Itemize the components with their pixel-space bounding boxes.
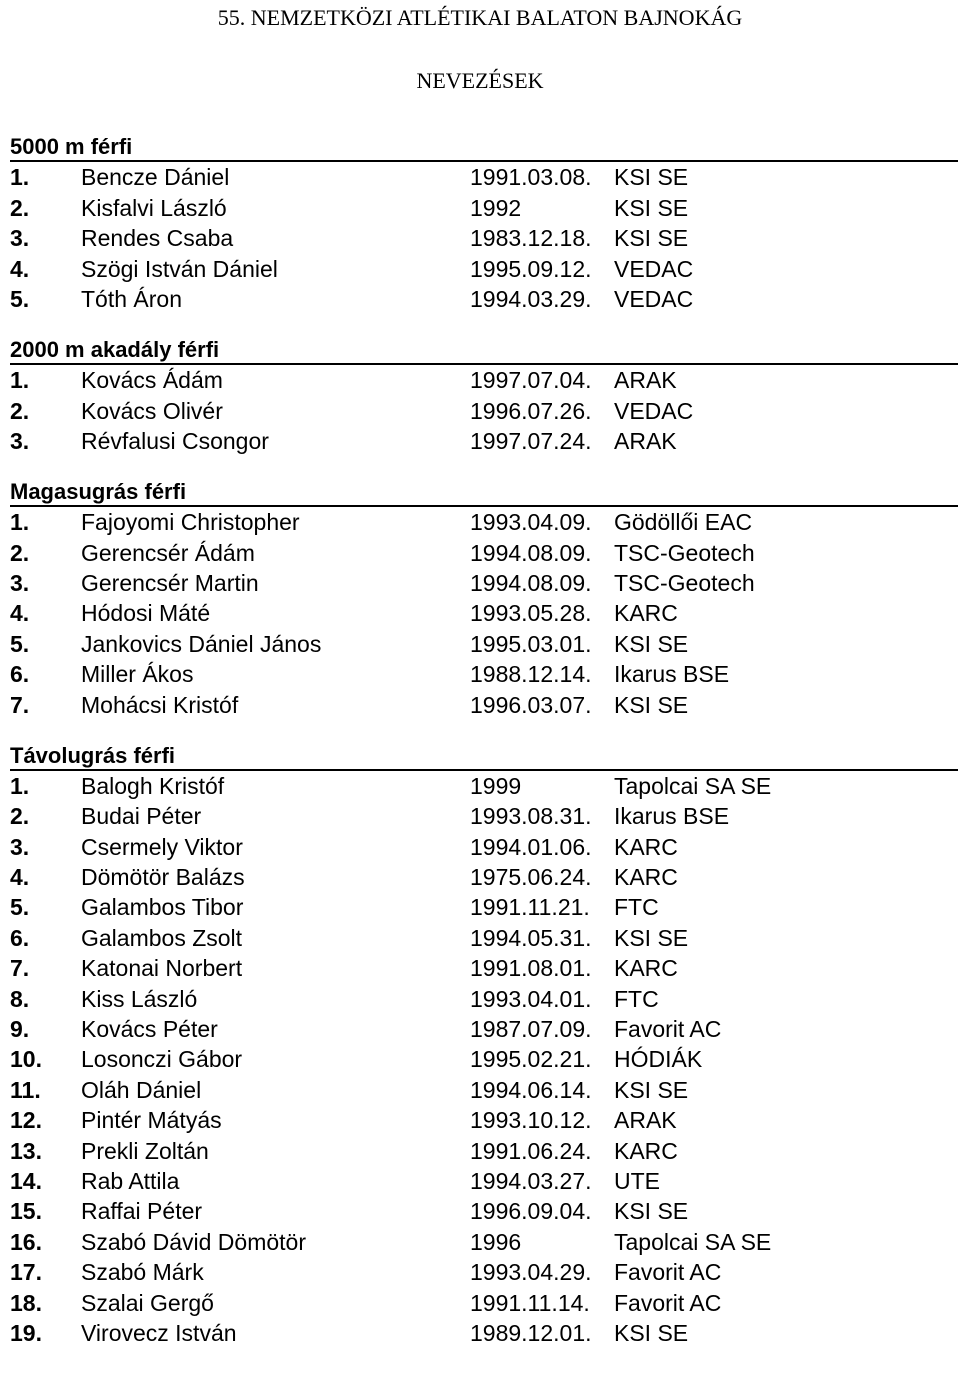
entry-number: 2. xyxy=(10,803,30,830)
athlete-name: Bencze Dániel xyxy=(81,164,230,191)
club-name: KARC xyxy=(614,600,678,627)
entry-number: 1. xyxy=(10,509,30,536)
entry-row xyxy=(10,1105,960,1135)
athlete-name: Prekli Zoltán xyxy=(81,1137,209,1164)
birth-date: 1993.04.09. xyxy=(470,509,592,536)
club-name: KSI SE xyxy=(614,164,689,191)
birth-date: 1975.06.24. xyxy=(470,864,592,891)
entries-list xyxy=(10,132,960,1369)
birth-date: 1993.05.28. xyxy=(470,600,592,627)
birth-date: 1997.07.24. xyxy=(470,428,592,455)
club-name: Favorit AC xyxy=(614,1289,722,1316)
athlete-name: Galambos Tibor xyxy=(81,894,244,921)
entry-number: 13. xyxy=(10,1137,42,1164)
birth-date: 1991.08.01. xyxy=(470,955,592,982)
athlete-name: Virovecz István xyxy=(81,1319,237,1346)
athlete-name: Pintér Mátyás xyxy=(81,1107,222,1134)
entry-row xyxy=(10,223,960,253)
entry-number: 8. xyxy=(10,985,30,1012)
entry-row xyxy=(10,892,960,922)
entry-number: 4. xyxy=(10,255,30,282)
club-name: KSI SE xyxy=(614,691,689,718)
club-name: KSI SE xyxy=(614,1076,689,1103)
entry-number: 18. xyxy=(10,1289,42,1316)
entry-number: 3. xyxy=(10,570,30,597)
club-name: KARC xyxy=(614,955,678,982)
birth-date: 1996.03.07. xyxy=(470,691,592,718)
event-section xyxy=(10,477,960,720)
entry-number: 1. xyxy=(10,164,30,191)
entry-row xyxy=(10,365,960,395)
athlete-name: Mohácsi Kristóf xyxy=(81,691,239,718)
athlete-name: Szabó Dávid Dömötör xyxy=(81,1228,306,1255)
athlete-name: Szabó Márk xyxy=(81,1259,204,1286)
club-name: TSC-Geotech xyxy=(614,539,755,566)
athlete-name: Rendes Csaba xyxy=(81,225,234,252)
entry-number: 3. xyxy=(10,428,30,455)
birth-date: 1994.06.14. xyxy=(470,1076,592,1103)
event-section xyxy=(10,741,960,1349)
athlete-name: Csermely Viktor xyxy=(81,833,243,860)
birth-date: 1995.03.01. xyxy=(470,630,592,657)
event-heading: 5000 m férfi xyxy=(10,132,958,162)
athlete-name: Miller Ákos xyxy=(81,661,194,688)
entry-row xyxy=(10,984,960,1014)
birth-date: 1996 xyxy=(470,1228,522,1255)
entry-number: 16. xyxy=(10,1228,42,1255)
athlete-name: Gerencsér Martin xyxy=(81,570,259,597)
athlete-name: Kiss László xyxy=(81,985,198,1012)
entry-row xyxy=(10,538,960,568)
entry-row xyxy=(10,832,960,862)
birth-date: 1995.09.12. xyxy=(470,255,592,282)
club-name: Ikarus BSE xyxy=(614,661,730,688)
birth-date: 1989.12.01. xyxy=(470,1319,592,1346)
club-name: HÓDIÁK xyxy=(614,1046,703,1073)
club-name: UTE xyxy=(614,1168,660,1194)
entry-row xyxy=(10,598,960,628)
entry-number: 10. xyxy=(10,1046,42,1073)
athlete-name: Fajoyomi Christopher xyxy=(81,509,300,536)
entry-number: 5. xyxy=(10,894,30,921)
birth-date: 1994.05.31. xyxy=(470,924,592,951)
entry-row xyxy=(10,284,960,314)
birth-date: 1997.07.04. xyxy=(470,367,592,394)
birth-date: 1994.08.09. xyxy=(470,539,592,566)
athlete-name: Losonczi Gábor xyxy=(81,1046,243,1073)
entry-number: 12. xyxy=(10,1107,42,1134)
athlete-name: Hódosi Máté xyxy=(81,600,211,627)
entry-number: 9. xyxy=(10,1016,30,1043)
entry-row xyxy=(10,568,960,598)
athlete-name: Katonai Norbert xyxy=(81,955,243,982)
event-heading: 2000 m akadály férfi xyxy=(10,335,958,365)
entry-number: 2. xyxy=(10,539,30,566)
birth-date: 1994.01.06. xyxy=(470,833,592,860)
entry-number: 6. xyxy=(10,661,30,688)
club-name: Tapolcai SA SE xyxy=(614,772,772,799)
entry-number: 17. xyxy=(10,1259,42,1286)
athlete-name: Kovács Ádám xyxy=(81,367,223,394)
birth-date: 1999 xyxy=(470,772,522,799)
birth-date: 1995.02.21. xyxy=(470,1046,592,1073)
event-section xyxy=(10,335,960,457)
birth-date: 1991.03.08. xyxy=(470,164,592,191)
athlete-name: Szögi István Dániel xyxy=(81,255,278,282)
birth-date: 1993.08.31. xyxy=(470,803,592,830)
athlete-name: Gerencsér Ádám xyxy=(81,539,255,566)
entry-row xyxy=(10,396,960,426)
entry-number: 3. xyxy=(10,833,30,860)
entry-row xyxy=(10,923,960,953)
entry-row xyxy=(10,1166,960,1196)
event-section xyxy=(10,132,960,314)
entry-row xyxy=(10,1318,960,1348)
entry-number: 5. xyxy=(10,285,30,312)
club-name: Favorit AC xyxy=(614,1259,722,1286)
club-name: KSI SE xyxy=(614,225,689,252)
entry-row xyxy=(10,862,960,892)
entry-row xyxy=(10,690,960,720)
club-name: TSC-Geotech xyxy=(614,570,755,597)
club-name: Ikarus BSE xyxy=(614,803,730,830)
birth-date: 1991.11.14. xyxy=(470,1289,590,1316)
event-heading: Távolugrás férfi xyxy=(10,741,958,771)
club-name: VEDAC xyxy=(614,255,694,282)
birth-date: 1993.04.29. xyxy=(470,1259,592,1286)
birth-date: 1994.03.29. xyxy=(470,285,592,312)
athlete-name: Balogh Kristóf xyxy=(81,772,225,799)
birth-date: 1987.07.09. xyxy=(470,1016,592,1043)
entry-number: 4. xyxy=(10,864,30,891)
athlete-name: Kovács Olivér xyxy=(81,397,223,424)
entry-number: 4. xyxy=(10,600,30,627)
entry-row xyxy=(10,162,960,192)
entry-number: 11. xyxy=(10,1076,41,1103)
club-name: KARC xyxy=(614,864,678,891)
entry-number: 15. xyxy=(10,1198,42,1225)
page-title: 55. NEMZETKÖZI ATLÉTIKAI BALATON BAJNOKÁG xyxy=(217,5,743,30)
entry-row xyxy=(10,1014,960,1044)
club-name: VEDAC xyxy=(614,285,694,312)
club-name: KSI SE xyxy=(614,1319,689,1346)
birth-date: 1991.06.24. xyxy=(470,1137,592,1164)
entry-row xyxy=(10,193,960,223)
entry-row xyxy=(10,1288,960,1318)
birth-date: 1983.12.18. xyxy=(470,225,592,252)
entry-number: 3. xyxy=(10,225,30,252)
athlete-name: Szalai Gergő xyxy=(81,1289,214,1316)
page-subtitle: NEVEZÉSEK xyxy=(416,68,544,93)
club-name: Favorit AC xyxy=(614,1016,722,1043)
birth-date: 1994.03.27. xyxy=(470,1168,592,1194)
athlete-name: Oláh Dániel xyxy=(81,1076,202,1103)
entry-row xyxy=(10,426,960,456)
club-name: FTC xyxy=(614,894,659,921)
athlete-name: Dömötör Balázs xyxy=(81,864,245,891)
entry-number: 7. xyxy=(10,691,30,718)
athlete-name: Tóth Áron xyxy=(81,285,182,312)
entry-row xyxy=(10,801,960,831)
entry-number: 19. xyxy=(10,1319,42,1346)
entry-number: 2. xyxy=(10,194,30,221)
birth-date: 1988.12.14. xyxy=(470,661,592,688)
club-name: KARC xyxy=(614,1137,678,1164)
athlete-name: Galambos Zsolt xyxy=(81,924,243,951)
athlete-name: Kovács Péter xyxy=(81,1016,218,1043)
entry-number: 5. xyxy=(10,630,30,657)
birth-date: 1993.10.12. xyxy=(470,1107,592,1134)
entry-row xyxy=(10,771,960,801)
entry-row xyxy=(10,507,960,537)
club-name: KARC xyxy=(614,833,678,860)
birth-date: 1993.04.01. xyxy=(470,985,592,1012)
entry-number: 14. xyxy=(10,1168,42,1194)
entry-row xyxy=(10,1257,960,1287)
club-name: Tapolcai SA SE xyxy=(614,1228,772,1255)
event-heading: Magasugrás férfi xyxy=(10,477,958,507)
entry-row xyxy=(10,1196,960,1226)
entry-row xyxy=(10,1227,960,1257)
athlete-name: Rab Attila xyxy=(81,1168,180,1194)
birth-date: 1992 xyxy=(470,194,522,221)
club-name: ARAK xyxy=(614,1107,677,1134)
athlete-name: Révfalusi Csongor xyxy=(81,428,269,455)
club-name: ARAK xyxy=(614,428,677,455)
club-name: VEDAC xyxy=(614,397,694,424)
entry-row xyxy=(10,1136,960,1166)
birth-date: 1996.09.04. xyxy=(470,1198,592,1225)
birth-date: 1991.11.21. xyxy=(470,894,590,921)
entry-row xyxy=(10,659,960,689)
entry-row xyxy=(10,1075,960,1105)
club-name: ARAK xyxy=(614,367,677,394)
entry-number: 7. xyxy=(10,955,30,982)
birth-date: 1996.07.26. xyxy=(470,397,592,424)
athlete-name: Budai Péter xyxy=(81,803,202,830)
entry-number: 1. xyxy=(10,367,30,394)
entry-number: 1. xyxy=(10,772,30,799)
athlete-name: Jankovics Dániel János xyxy=(81,630,322,657)
entry-row xyxy=(10,629,960,659)
club-name: FTC xyxy=(614,985,659,1012)
entry-number: 2. xyxy=(10,397,30,424)
club-name: KSI SE xyxy=(614,924,689,951)
club-name: KSI SE xyxy=(614,1198,689,1225)
entry-row xyxy=(10,254,960,284)
entry-row xyxy=(10,1044,960,1074)
birth-date: 1994.08.09. xyxy=(470,570,592,597)
athlete-name: Raffai Péter xyxy=(81,1198,203,1225)
athlete-name: Kisfalvi László xyxy=(81,194,227,221)
entry-row xyxy=(10,953,960,983)
entry-number: 6. xyxy=(10,924,30,951)
club-name: Gödöllői EAC xyxy=(614,509,753,536)
club-name: KSI SE xyxy=(614,630,689,657)
club-name: KSI SE xyxy=(614,194,689,221)
